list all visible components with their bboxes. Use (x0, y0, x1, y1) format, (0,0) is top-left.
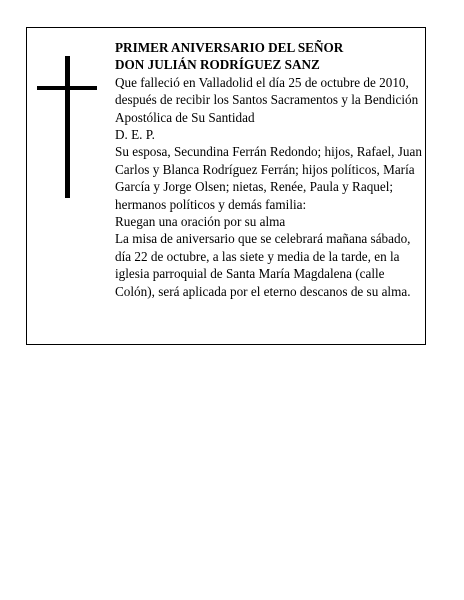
cross-vertical-bar (65, 56, 70, 198)
prayer-request: Ruegan una oración por su alma (115, 214, 286, 230)
death-notice-paragraph: Que falleció en Valladolid el día 25 de octubre de 2010, después de recibir los Santos Sacramentos y la Bendición Apostólica de Su Santidad (115, 74, 419, 125)
mass-paragraph: La misa de aniversario que se celebrará mañana sábado, día 22 de octubre, a las siete y media de la tarde, en la iglesia parroquial de Santa María Magdalena (calle Colón), será aplicada por el eterno descanos de su alma. (115, 231, 411, 299)
notice-text (115, 39, 425, 300)
cross-icon (37, 56, 97, 198)
rip-line: D. E. P. (115, 127, 155, 143)
deceased-name: DON JULIÁN RODRÍGUEZ SANZ (115, 57, 320, 73)
obituary-notice (26, 27, 426, 345)
family-paragraph: Su esposa, Secundina Ferrán Redondo; hijos, Rafael, Juan Carlos y Blanca Rodríguez Ferrán; hijos políticos, María García y Jorge Olsen; nietas, Renée, Paula y Raquel; hermanos políticos y demás familia: (115, 144, 422, 212)
cross-horizontal-bar (37, 86, 97, 90)
notice-title: PRIMER ANIVERSARIO DEL SEÑOR (115, 40, 344, 55)
